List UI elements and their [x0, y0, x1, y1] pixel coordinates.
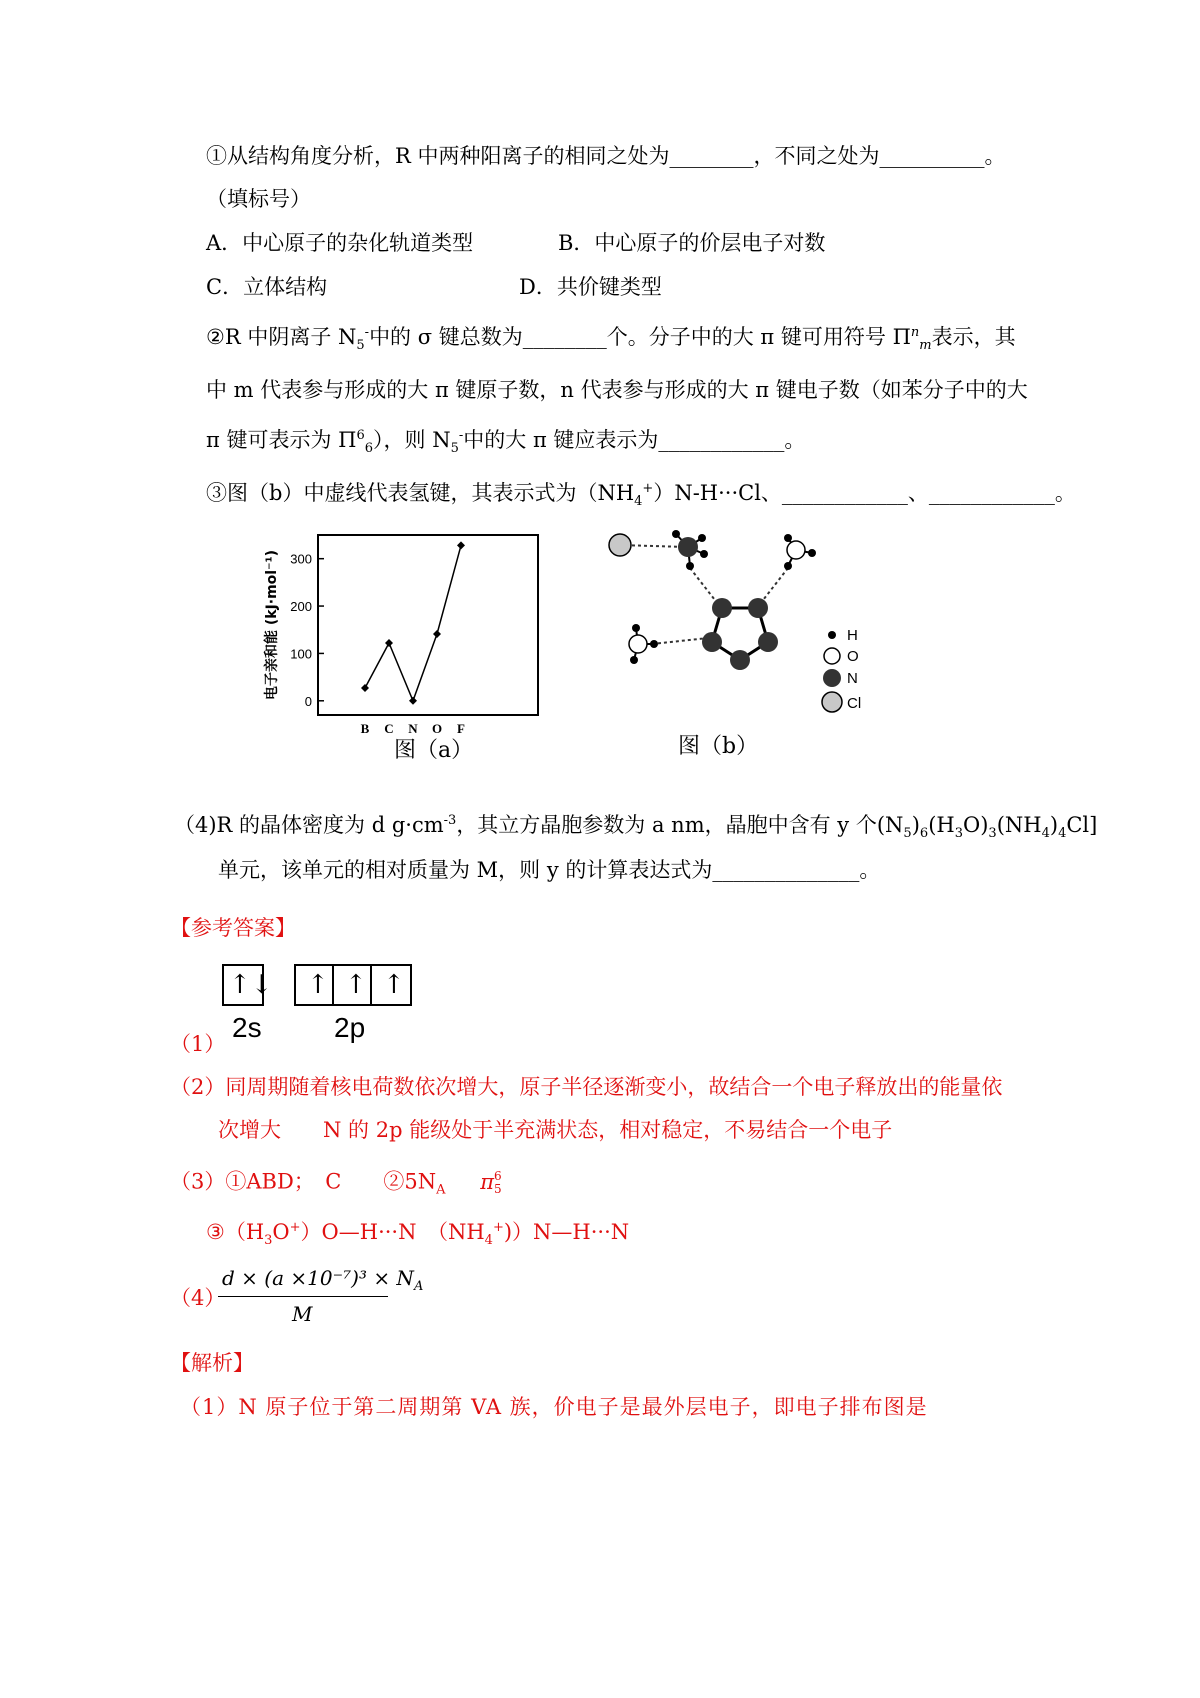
h-atom	[700, 550, 708, 558]
n-atom-ring	[712, 598, 732, 618]
legend-cl-label: Cl	[847, 695, 862, 712]
answer-2-line2: 次增大 N 的 2p 能级处于半充满状态，相对稳定，不易结合一个电子	[218, 1118, 893, 1142]
h-atom	[672, 530, 680, 538]
option-a: A．中心原子的杂化轨道类型	[206, 231, 474, 255]
affinity-chart	[240, 520, 560, 770]
orbital-cell	[334, 966, 372, 1004]
n-atom-ring	[748, 598, 768, 618]
answer-4-numerator: $d \times (a \times 10^{-7})^3 \times N_A$	[222, 1266, 424, 1294]
x-tick-label: B	[360, 721, 370, 736]
answer-header: 【参考答案】	[170, 916, 296, 940]
figure-b-caption: 图（b）	[678, 734, 759, 759]
h-atom	[808, 549, 816, 557]
q4-line2: 单元，该单元的相对质量为 M，则 y 的计算表达式为______________。	[218, 858, 881, 882]
y-tick-label: 0	[304, 693, 312, 709]
orbital-2p-box	[294, 964, 412, 1006]
h-atom	[784, 562, 792, 570]
up-arrow: ↑	[345, 970, 367, 1000]
orbital-2s-label: 2s	[232, 1012, 262, 1043]
orbital-2s-box	[222, 964, 273, 1006]
legend-h-label: H	[847, 627, 858, 644]
h-atom	[686, 562, 694, 570]
legend-n-swatch	[823, 669, 841, 687]
q3-2-line1: ②R 中阴离子 $N_5^-$中的 σ 键总数为________个。分子中的大 π 键可用符号 $\Pi^n_m$表示，其	[206, 325, 1016, 354]
legend-cl-swatch	[822, 692, 842, 712]
answer-2-line1: （2）同周期随着核电荷数依次增大，原子半径逐渐变小，故结合一个电子释放出的能量依	[170, 1075, 1003, 1099]
analysis-header: 【解析】	[170, 1351, 254, 1375]
data-point-O	[433, 630, 441, 638]
fraction-bar	[218, 1296, 388, 1297]
answer-4-denominator: M	[292, 1302, 313, 1326]
answer-1: （1）	[170, 1032, 226, 1056]
legend-h-swatch	[828, 631, 836, 639]
option-d: D．共价键类型	[519, 275, 662, 299]
data-point-B	[361, 684, 369, 692]
legend-o-swatch	[824, 648, 840, 664]
n-atom-ring	[758, 632, 778, 652]
covalent-bonds	[634, 534, 812, 660]
orbital-2p-label: 2p	[334, 1012, 366, 1043]
orbital-cell	[372, 966, 410, 1004]
figure-b	[600, 520, 890, 770]
figure-a-caption: 图（a）	[394, 738, 474, 763]
q3-1-note: （填标号）	[206, 187, 311, 211]
data-point-C	[385, 639, 393, 647]
analysis-line1: （1）N 原子位于第二周期第 VA 族，价电子是最外层电子，即电子排布图是	[180, 1395, 928, 1419]
h-atom	[632, 624, 640, 632]
q3-2-line2: 中 m 代表参与形成的大 π 键原子数，n 代表参与形成的大 π 键电子数（如苯分子中的大	[206, 378, 1028, 402]
x-tick-label: C	[384, 721, 394, 736]
o-atom	[787, 541, 805, 559]
o-atom	[629, 635, 647, 653]
data-point-F	[457, 541, 465, 549]
hydrogen-bond-diagram	[600, 520, 890, 770]
x-tick-label: F	[457, 721, 465, 736]
y-tick-label: 100	[290, 646, 312, 662]
answer-4-label: （4）	[170, 1286, 226, 1310]
h-atom	[630, 656, 638, 664]
data-point-N	[409, 697, 417, 705]
cl-atom	[609, 534, 631, 556]
option-c: C．立体结构	[206, 275, 328, 299]
up-arrow: ↑	[307, 970, 329, 1000]
legend-n-label: N	[847, 670, 858, 687]
x-tick-label: O	[431, 721, 443, 736]
orbital-cell	[296, 966, 334, 1004]
h-atom	[698, 534, 706, 542]
answer-3-line2: $③(H_3O^+)O—H\cdot\cdot\cdot N$ $(NH_4^+))N—H\cdot\cdot\cdot N$	[206, 1220, 630, 1249]
x-tick-label: N	[408, 721, 418, 736]
n-atom-ammonium	[678, 537, 698, 557]
series-line	[365, 545, 461, 700]
figure-a	[240, 520, 560, 770]
chart-frame	[318, 535, 538, 715]
y-tick-label: 200	[290, 599, 312, 615]
q4-line1: （4)R 的晶体密度为 d $g\cdot cm^{-3}$，其立方晶胞参数为 a nm，晶胞中含有 y 个$(N_5)_6(H_3O)_3(NH_4)_4Cl$]	[174, 813, 1098, 842]
up-down-arrows: ↑↓	[229, 970, 273, 1000]
y-axis-label: 电子亲和能 (kJ·mol⁻¹)	[264, 549, 280, 701]
y-tick-label: 300	[290, 551, 312, 567]
h-atom	[784, 534, 792, 542]
n-atom-ring	[730, 650, 750, 670]
q3-1-text: ①从结构角度分析，R 中两种阳离子的相同之处为________，不同之处为__________。	[206, 144, 1006, 168]
answer-3-line1: （3）①ABD； C $②5N_A$ π6 5	[170, 1169, 502, 1198]
h-atom	[650, 640, 658, 648]
up-arrow: ↑	[383, 970, 405, 1000]
legend-o-label: O	[847, 648, 859, 665]
option-b: B．中心原子的价层电子对数	[558, 231, 826, 255]
q3-2-line3: π 键可表示为 $\Pi^6_6$），则 $N_5^-$中的大 π 键应表示为____________。	[206, 428, 806, 457]
q3-3-text: ③图（b）中虚线代表氢键，其表示式为$(NH_4^+)N-H\cdot\cdot\cdot Cl$、____________、____________。	[206, 481, 1076, 510]
n-atom-ring	[702, 632, 722, 652]
